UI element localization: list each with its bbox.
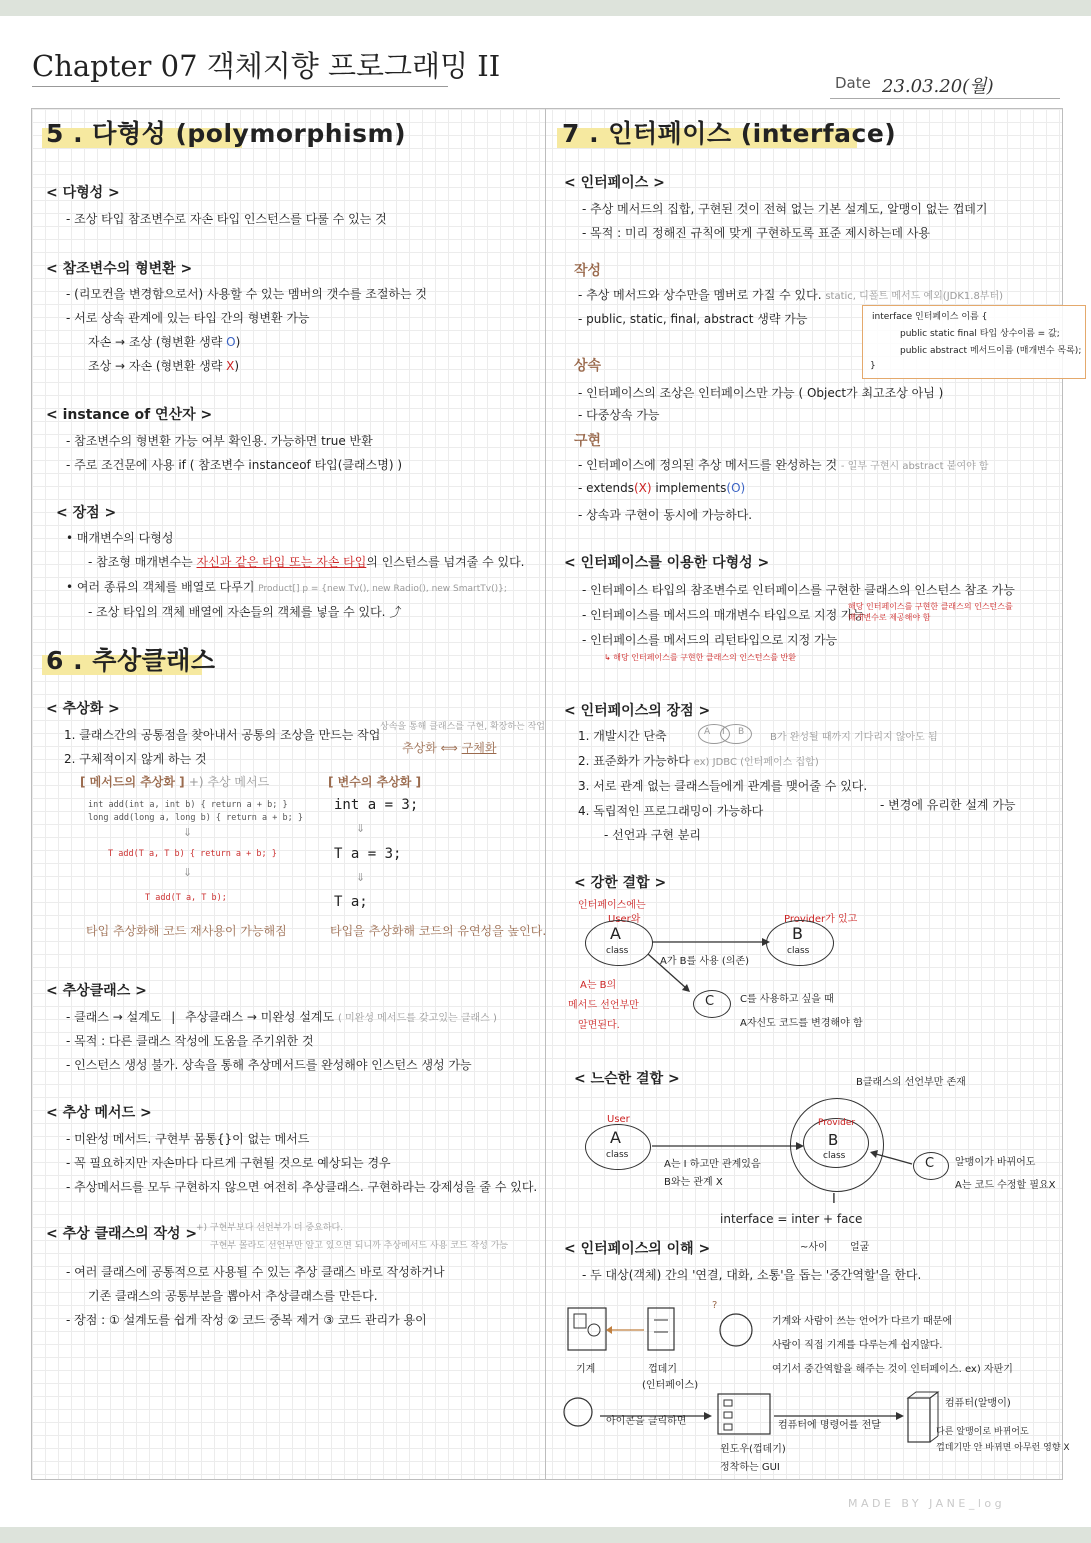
write-note-1: +) 구현부보다 선언부가 더 중요하다. — [196, 1223, 344, 1233]
absmethod-item-2: - 꼭 필요하지만 자손마다 다르게 구현될 것으로 예상되는 경우 — [66, 1156, 391, 1170]
top-bar — [0, 0, 1091, 16]
ipoly-note-1: 해당 인터페이스를 구현한 클래스의 인스턴스를 — [848, 602, 1013, 611]
abs-note-2: 추상화 ⟺ 구체화 — [402, 741, 497, 755]
box-line-3: public abstract 메서드이름 (매개변수 목록); — [900, 346, 1082, 356]
heading-polymorphism: < 다형성 > — [46, 185, 120, 201]
command-label: 컴퓨터에 명령어를 전달 — [778, 1420, 881, 1431]
tight-a-letter: A — [610, 924, 621, 943]
heading-abstraction: < 추상화 > — [46, 701, 120, 717]
understand-note-3: 여기서 중간역할을 해주는 것이 인터페이스. ex) 자판기 — [772, 1364, 1013, 1375]
instanceof-item-2: - 주로 조건문에 사용 if ( 참조변수 instanceof 타입(클래스명) ) — [66, 458, 403, 472]
write-item-1: - 여러 클래스에 공통적으로 사용될 수 있는 추상 클래스 바로 작성하거나 — [66, 1265, 445, 1279]
absmethod-item-1: - 미완성 메서드. 구현부 몸통{}이 없는 메서드 — [66, 1132, 310, 1146]
heading-interface-adv: < 인터페이스의 장점 > — [564, 703, 711, 719]
iadv-note-1: B가 완성될 때까지 기다리지 않아도 됨 — [770, 732, 938, 743]
loose-a-user: User — [607, 1114, 630, 1125]
absclass-item-2: - 목적 : 다른 클래스 작성에 도움을 주기위한 것 — [66, 1034, 314, 1048]
impl-item-2: - extends(X) implements(O) — [578, 481, 746, 495]
adv-item-3: • 여러 종류의 객체를 배열로 다루기 Product[] p = {new Tv(), new Radio(), new SmartTv()}; — [66, 580, 507, 594]
iadv-note-4: - 변경에 유리한 설계 가능 — [880, 798, 1016, 812]
heading-abstract-class: < 추상클래스 > — [46, 983, 147, 999]
write-r-item-2: - public, static, final, abstract 생략 가능 — [578, 312, 808, 326]
loose-formula-c: 얼굴 — [850, 1242, 870, 1253]
loose-b-class: class — [823, 1151, 846, 1161]
heading-implement: 구현 — [574, 433, 602, 449]
understand-note-2: 사람이 직접 기계를 다루는게 쉽지않다. — [772, 1340, 943, 1351]
abs-note-1: 상속을 통해 클래스를 구현, 확장하는 작업 — [380, 722, 545, 732]
iface-item-2: - 목적 : 미리 정해진 규칙에 맞게 구현하도록 표준 제시하는데 사용 — [582, 226, 930, 240]
loose-b-provider: Provider — [818, 1118, 856, 1128]
tight-b-class: class — [787, 946, 810, 956]
tight-note-1: 인터페이스에는 — [578, 900, 646, 911]
understand-note-1: 기계와 사람이 쓰는 언어가 다르기 때문에 — [772, 1316, 953, 1327]
tight-ab-label: A가 B를 사용 (의존) — [660, 956, 749, 967]
click-label: 아이콘을 클릭하면 — [606, 1416, 687, 1427]
instanceof-item-1: - 참조변수의 형변환 가능 여부 확인용. 가능하면 true 반환 — [66, 434, 373, 448]
date-underline — [830, 98, 1060, 99]
ipoly-item-2: - 인터페이스를 메서드의 매개변수 타입으로 지정 가능 — [582, 608, 865, 622]
method-abs-head: [ 메서드의 추상화 ] +) 추상 메서드 — [80, 775, 270, 789]
loose-a-letter: A — [610, 1128, 621, 1147]
tight-c-letter: C — [705, 994, 715, 1009]
iadv-item-1: 1. 개발시간 단축 — [578, 729, 667, 743]
date-value: 23.03.20(월) — [882, 76, 994, 97]
tight-left-3: 알면된다. — [578, 1020, 620, 1031]
venn-b-label: B — [738, 727, 745, 737]
window-label-1: 윈도우(껍데기) — [720, 1444, 786, 1455]
computer-label: 컴퓨터(알맹이) — [945, 1398, 1011, 1409]
heading-ref-cast: < 참조변수의 형변환 > — [46, 261, 193, 277]
title-underline — [32, 86, 448, 87]
var-abs-foot: 타입을 추상화해 코드의 유연성을 높인다. — [330, 924, 547, 938]
heading-inherit: 상속 — [574, 358, 602, 374]
heading-interface-poly: < 인터페이스를 이용한 다형성 > — [564, 555, 770, 571]
poly-item-1: - 조상 타입 참조변수로 자손 타입 인스턴스를 다룰 수 있는 것 — [66, 212, 387, 226]
iadv-item-3: 3. 서로 관계 없는 클래스들에게 관계를 맺어줄 수 있다. — [578, 779, 868, 793]
write-r-item-1: - 추상 메서드와 상수만을 멤버로 가질 수 있다. static, 디폴트 메서드 예외(JDK1.8부터) — [578, 288, 1004, 302]
tight-c-note-1: C를 사용하고 싶을 때 — [740, 994, 834, 1005]
bottom-bar — [0, 1527, 1091, 1543]
tight-a-user: User와 — [608, 914, 641, 925]
loose-note-1: A는 I 하고만 관계있음 — [664, 1159, 761, 1170]
abs-item-2: 2. 구체적이지 않게 하는 것 — [64, 752, 207, 766]
impl-item-3: - 상속과 구현이 동시에 가능하다. — [578, 508, 753, 522]
computer-note-1: 다른 알맹이로 바뀌어도 — [936, 1427, 1029, 1437]
window-label-2: 정착하는 GUI — [720, 1462, 780, 1473]
loose-b-letter: B — [828, 1131, 839, 1149]
loose-formula-b: ~사이 — [800, 1242, 828, 1253]
computer-note-2: 껍데기만 안 바뀌면 아무런 영향 X — [936, 1443, 1070, 1453]
cast-item-4: 조상 → 자손 (형변환 생략 X) — [88, 359, 240, 373]
section-5-title: 5 . 다형성 (polymorphism) — [46, 119, 406, 148]
loose-top-note: B클래스의 선언부만 존재 — [856, 1077, 966, 1088]
absclass-item-1: - 클래스 → 설계도 | 추상클래스 → 미완성 설계도 ( 미완성 메서드를 갖고있는 클래스 ) — [66, 1010, 497, 1024]
loose-c-letter: C — [925, 1156, 935, 1171]
absmethod-item-3: - 추상메서드를 모두 구현하지 않으면 여전히 추상클래스. 구현하라는 강제성을 줄 수 있다. — [66, 1180, 538, 1194]
ipoly-note-2: 매개변수로 제공해야 함 — [848, 613, 931, 622]
cast-item-2: - 서로 상속 관계에 있는 타입 간의 형변환 가능 — [66, 311, 310, 325]
machine-shell-illustration — [566, 1304, 766, 1364]
down-arrow-4: ⇓ — [356, 871, 366, 884]
iadv-item-4: 4. 독립적인 프로그래밍이 가능하다 — [578, 804, 764, 818]
inherit-item-2: - 다중상속 가능 — [578, 408, 660, 422]
iface-item-1: - 추상 메서드의 집합, 구현된 것이 전혀 없는 기본 설계도, 알맹이 없는 껍데기 — [582, 202, 988, 216]
box-line-1: interface 인터페이스 이름 { — [872, 312, 988, 322]
tight-left-1: A는 B의 — [580, 980, 617, 991]
heading-interface: < 인터페이스 > — [564, 175, 665, 191]
down-arrow-1: ⇓ — [183, 826, 193, 839]
adv-item-2: - 참조형 매개변수는 자신과 같은 타입 또는 자손 타입의 인스턴스를 넘겨줄 수 있다. — [88, 555, 525, 569]
date-label: Date — [835, 74, 871, 92]
shell-label-2: (인터페이스) — [642, 1380, 699, 1391]
code-line-4: T add(T a, T b); — [145, 893, 227, 903]
box-line-2: public static final 타입 상수이름 = 값; — [900, 329, 1060, 339]
heading-abstract-method: < 추상 메서드 > — [46, 1105, 152, 1121]
heading-tight-coupling: < 강한 결합 > — [574, 875, 667, 891]
tight-left-2: 메서드 선언부만 — [568, 1000, 639, 1011]
write-item-3: - 장점 : ① 설계도를 쉽게 작성 ② 코드 중복 제거 ③ 코드 관리가 용이 — [66, 1313, 427, 1327]
cast-item-3: 자손 → 조상 (형변환 생략 O) — [88, 335, 241, 349]
loose-i-letter: I — [832, 1192, 836, 1207]
method-abs-foot: 타입 추상화해 코드 재사용이 가능해짐 — [86, 924, 287, 938]
qmark: ? — [712, 1300, 718, 1311]
write-note-2: 구현부 몰라도 선언부만 알고 있으면 되니까 추상메서드 사용 코드 작성 가능 — [210, 1241, 509, 1251]
iadv-item-5: - 선언과 구현 분리 — [604, 828, 701, 842]
venn-a-label: A — [704, 727, 711, 737]
var-line-2: T a = 3; — [334, 846, 402, 862]
machine-label: 기계 — [576, 1364, 596, 1375]
box-line-4: } — [870, 361, 876, 371]
section-7-title: 7 . 인터페이스 (interface) — [562, 119, 897, 148]
shell-label: 껍데기 — [648, 1364, 677, 1375]
tight-arrows — [640, 930, 780, 1000]
abs-item-1: 1. 클래스간의 공통점을 찾아내서 공통의 조상을 만드는 작업 — [64, 728, 381, 742]
var-abs-head: [ 변수의 추상화 ] — [328, 775, 422, 789]
heading-writing-abstract-class: < 추상 클래스의 작성 > — [46, 1226, 198, 1242]
tight-b-letter: B — [792, 924, 803, 943]
tight-c-note-2: A자신도 코드를 변경해야 함 — [740, 1018, 863, 1029]
impl-item-1: - 인터페이스에 정의된 추상 메서드를 완성하는 것 - 일부 구현시 abstract 붙여야 함 — [578, 458, 989, 472]
adv-item-1: • 매개변수의 다형성 — [66, 531, 174, 545]
down-arrow-2: ⇓ — [183, 866, 193, 879]
ipoly-note-3: ↳ 해당 인터페이스를 구현한 클래스의 인스턴스를 반환 — [604, 653, 796, 662]
loose-c-note-2: A는 코드 수정할 필요X — [955, 1180, 1056, 1191]
ipoly-item-1: - 인터페이스 타입의 참조변수로 인터페이스를 구현한 클래스의 인스턴스 참조 가능 — [582, 583, 1015, 597]
iadv-item-2: 2. 표준화가 가능하다 ex) JDBC (인터페이스 집합) — [578, 754, 819, 768]
heading-loose-coupling: < 느슨한 결합 > — [574, 1071, 680, 1087]
heading-interface-understanding: < 인터페이스의 이해 > — [564, 1241, 711, 1257]
loose-formula: interface = inter + face — [720, 1212, 863, 1226]
loose-arrows — [650, 1130, 920, 1170]
cast-item-1: - (리모컨을 변경함으로서) 사용할 수 있는 멤버의 갯수를 조절하는 것 — [66, 287, 428, 301]
page-title: Chapter 07 객체지향 프로그래밍 II — [32, 49, 501, 83]
loose-c-note-1: 알맹이가 바뀌어도 — [955, 1157, 1036, 1168]
ipoly-item-3: - 인터페이스를 메서드의 리턴타입으로 지정 가능 — [582, 633, 838, 647]
absclass-item-3: - 인스턴스 생성 불가. 상속을 통해 추상메서드를 완성해야 인스턴스 생성 가능 — [66, 1058, 472, 1072]
section-6-title: 6 . 추상클래스 — [46, 646, 216, 675]
var-line-3: T a; — [334, 894, 368, 910]
heading-write: 작성 — [574, 263, 602, 279]
code-line-2: long add(long a, long b) { return a + b; } — [88, 813, 303, 823]
heading-advantages: < 장점 > — [56, 505, 117, 521]
made-by-watermark: MADE BY JANE_log — [848, 1497, 1006, 1510]
understand-item-1: - 두 대상(객체) 간의 '연결, 대화, 소통'을 돕는 '중간역할'을 한다. — [582, 1268, 922, 1282]
heading-instanceof: < instance of 연산자 > — [46, 407, 213, 423]
tight-b-provider: Provider가 있고 — [784, 914, 858, 925]
column-divider — [545, 108, 546, 1480]
loose-a-class: class — [606, 1150, 629, 1160]
code-line-1: int add(int a, int b) { return a + b; } — [88, 800, 288, 810]
write-item-2: 기존 클래스의 공통부분을 뽑아서 추상클래스를 만든다. — [88, 1289, 378, 1303]
tight-a-class: class — [606, 946, 629, 956]
venn-b — [720, 724, 752, 744]
adv-item-4: - 조상 타입의 객체 배열에 자손들의 객체를 넣을 수 있다. ⤴ — [88, 605, 402, 619]
down-arrow-3: ⇓ — [356, 822, 366, 835]
inherit-item-1: - 인터페이스의 조상은 인터페이스만 가능 ( Object가 최고조상 아님 ) — [578, 386, 944, 400]
var-line-1: int a = 3; — [334, 797, 419, 813]
loose-note-2: B와는 관계 X — [664, 1177, 723, 1188]
venn-i-label: I — [722, 727, 725, 737]
code-line-3: T add(T a, T b) { return a + b; } — [108, 849, 277, 859]
